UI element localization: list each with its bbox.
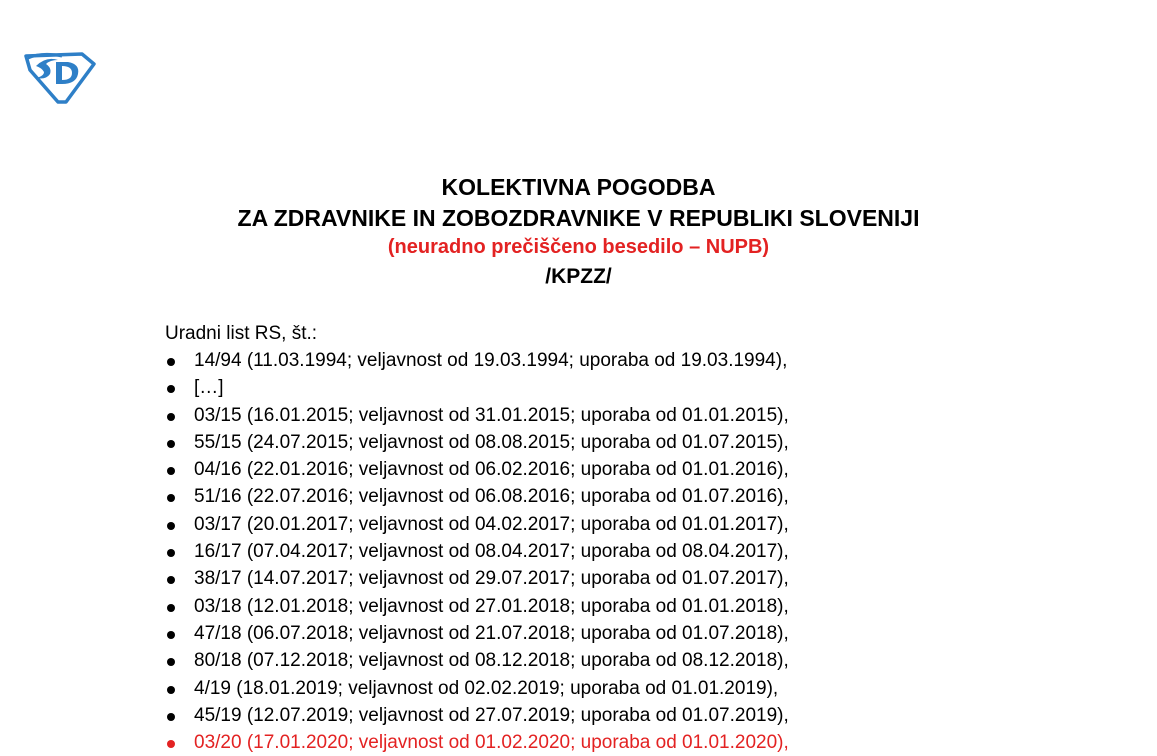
gazette-entry: 38/17 (14.07.2017; veljavnost od 29.07.2017; uporaba od 01.07.2017), xyxy=(165,565,1125,592)
gazette-entry-list xyxy=(165,347,1125,756)
document-abbreviation: /KPZZ/ xyxy=(545,265,612,288)
official-gazette-section xyxy=(165,320,1125,756)
gazette-entry-highlighted: 03/20 (17.01.2020; veljavnost od 01.02.2020; uporaba od 01.01.2020), xyxy=(165,729,1125,756)
gazette-entry: 03/17 (20.01.2017; veljavnost od 04.02.2017; uporaba od 01.01.2017), xyxy=(165,511,1125,538)
document-title-block xyxy=(0,172,1157,293)
gazette-entry: 16/17 (07.04.2017; veljavnost od 08.04.2017; uporaba od 08.04.2017), xyxy=(165,538,1125,565)
document-subtitle: (neuradno prečiščeno besedilo – NUPB) xyxy=(387,236,770,258)
gazette-entry-omitted: […] xyxy=(165,374,1125,401)
gazette-entry: 47/18 (06.07.2018; veljavnost od 21.07.2018; uporaba od 01.07.2018), xyxy=(165,620,1125,647)
gazette-entry: 04/16 (22.01.2016; veljavnost od 06.02.2016; uporaba od 01.01.2016), xyxy=(165,456,1125,483)
gazette-entry: 03/15 (16.01.2015; veljavnost od 31.01.2015; uporaba od 01.01.2015), xyxy=(165,402,1125,429)
official-gazette-label: Uradni list RS, št.: xyxy=(165,323,318,344)
sd-shield-logo-icon xyxy=(22,48,96,104)
gazette-entry: 80/18 (07.12.2018; veljavnost od 08.12.2018; uporaba od 08.12.2018), xyxy=(165,647,1125,674)
gazette-entry: 45/19 (12.07.2019; veljavnost od 27.07.2019; uporaba od 01.07.2019), xyxy=(165,702,1125,729)
gazette-entry: 55/15 (24.07.2015; veljavnost od 08.08.2015; uporaba od 01.07.2015), xyxy=(165,429,1125,456)
gazette-entry: 51/16 (22.07.2016; veljavnost od 06.08.2016; uporaba od 01.07.2016), xyxy=(165,483,1125,510)
gazette-entry: 14/94 (11.03.1994; veljavnost od 19.03.1994; uporaba od 19.03.1994), xyxy=(165,347,1125,374)
gazette-entry: 4/19 (18.01.2019; veljavnost od 02.02.2019; uporaba od 01.01.2019), xyxy=(165,675,1125,702)
document-title-line-2: ZA ZDRAVNIKE IN ZOBOZDRAVNIKE V REPUBLIKI SLOVENIJI xyxy=(237,205,920,231)
gazette-entry: 03/18 (12.01.2018; veljavnost od 27.01.2018; uporaba od 01.01.2018), xyxy=(165,593,1125,620)
document-title-line-1: KOLEKTIVNA POGODBA xyxy=(441,174,716,200)
